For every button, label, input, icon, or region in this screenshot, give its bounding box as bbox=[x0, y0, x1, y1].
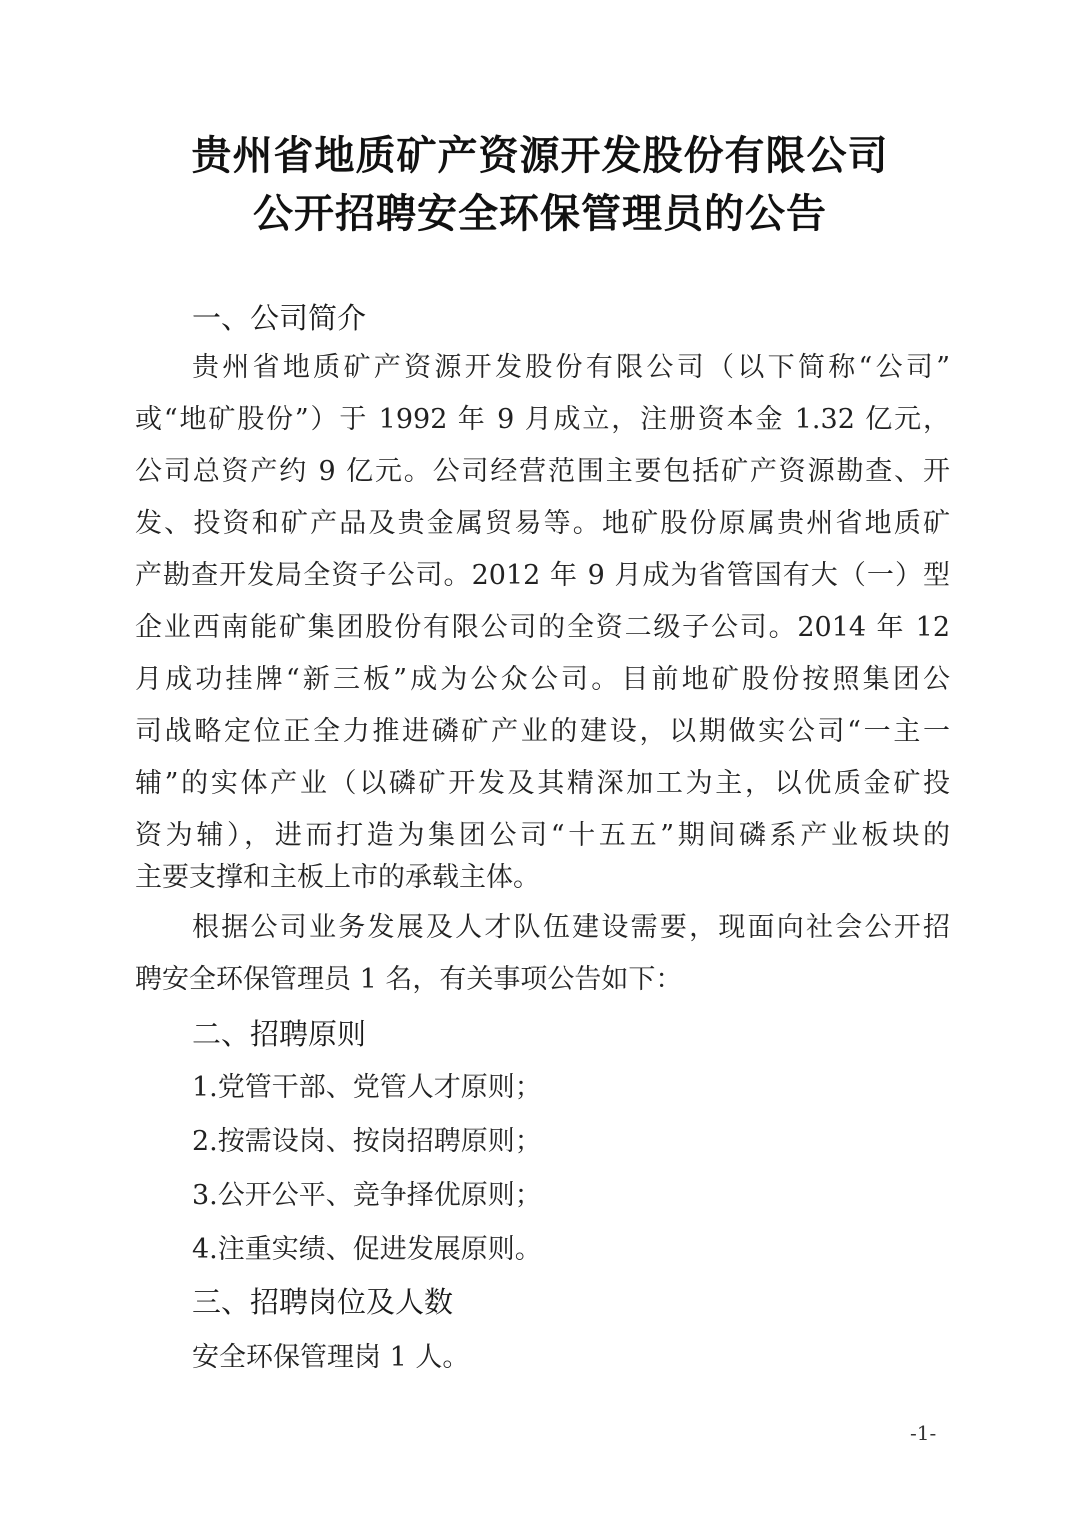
paragraph-line: 聘安全环保管理员 1 名，有关事项公告如下： bbox=[135, 964, 683, 995]
paragraph-line: 根据公司业务发展及人才队伍建设需要，现面向社会公开招 bbox=[192, 912, 950, 943]
paragraph-line: 公司总资产约 9 亿元。公司经营范围主要包括矿产资源勘查、开 bbox=[135, 456, 950, 487]
list-item: 1.党管干部、党管人才原则； bbox=[192, 1072, 542, 1103]
paragraph-line: 资为辅），进而打造为集团公司“十五五”期间磷系产业板块的 bbox=[135, 820, 950, 851]
section-3-heading: 三、招聘岗位及人数 bbox=[192, 1285, 454, 1319]
paragraph-line: 企业西南能矿集团股份有限公司的全资二级子公司。2014 年 12 bbox=[135, 612, 950, 643]
section-2-heading: 二、招聘原则 bbox=[192, 1017, 367, 1051]
paragraph-line: 或“地矿股份”）于 1992 年 9 月成立，注册资本金 1.32 亿元， bbox=[135, 404, 950, 435]
paragraph-line: 月成功挂牌“新三板”成为公众公司。目前地矿股份按照集团公 bbox=[135, 664, 950, 695]
paragraph-line: 发、投资和矿产品及贵金属贸易等。地矿股份原属贵州省地质矿 bbox=[135, 508, 950, 539]
list-item: 3.公开公平、竞争择优原则； bbox=[192, 1180, 542, 1211]
section-1-heading: 一、公司简介 bbox=[192, 301, 367, 335]
section-3-text: 安全环保管理岗 1 人。 bbox=[192, 1342, 470, 1373]
paragraph-line: 辅”的实体产业（以磷矿开发及其精深加工为主，以优质金矿投 bbox=[135, 768, 950, 799]
document-title-line-2: 公开招聘安全环保管理员的公告 bbox=[253, 190, 827, 237]
page-number: -1- bbox=[910, 1421, 937, 1445]
paragraph-line: 贵州省地质矿产资源开发股份有限公司（以下简称“公司” bbox=[192, 352, 950, 383]
list-item: 4.注重实绩、促进发展原则。 bbox=[192, 1234, 542, 1265]
paragraph-line: 主要支撑和主板上市的承载主体。 bbox=[135, 862, 540, 893]
paragraph-line: 司战略定位正全力推进磷矿产业的建设，以期做实公司“一主一 bbox=[135, 716, 950, 747]
list-item: 2.按需设岗、按岗招聘原则； bbox=[192, 1126, 542, 1157]
paragraph-line: 产勘查开发局全资子公司。2012 年 9 月成为省管国有大（一）型 bbox=[135, 560, 950, 591]
document-title-line-1: 贵州省地质矿产资源开发股份有限公司 bbox=[191, 132, 889, 179]
